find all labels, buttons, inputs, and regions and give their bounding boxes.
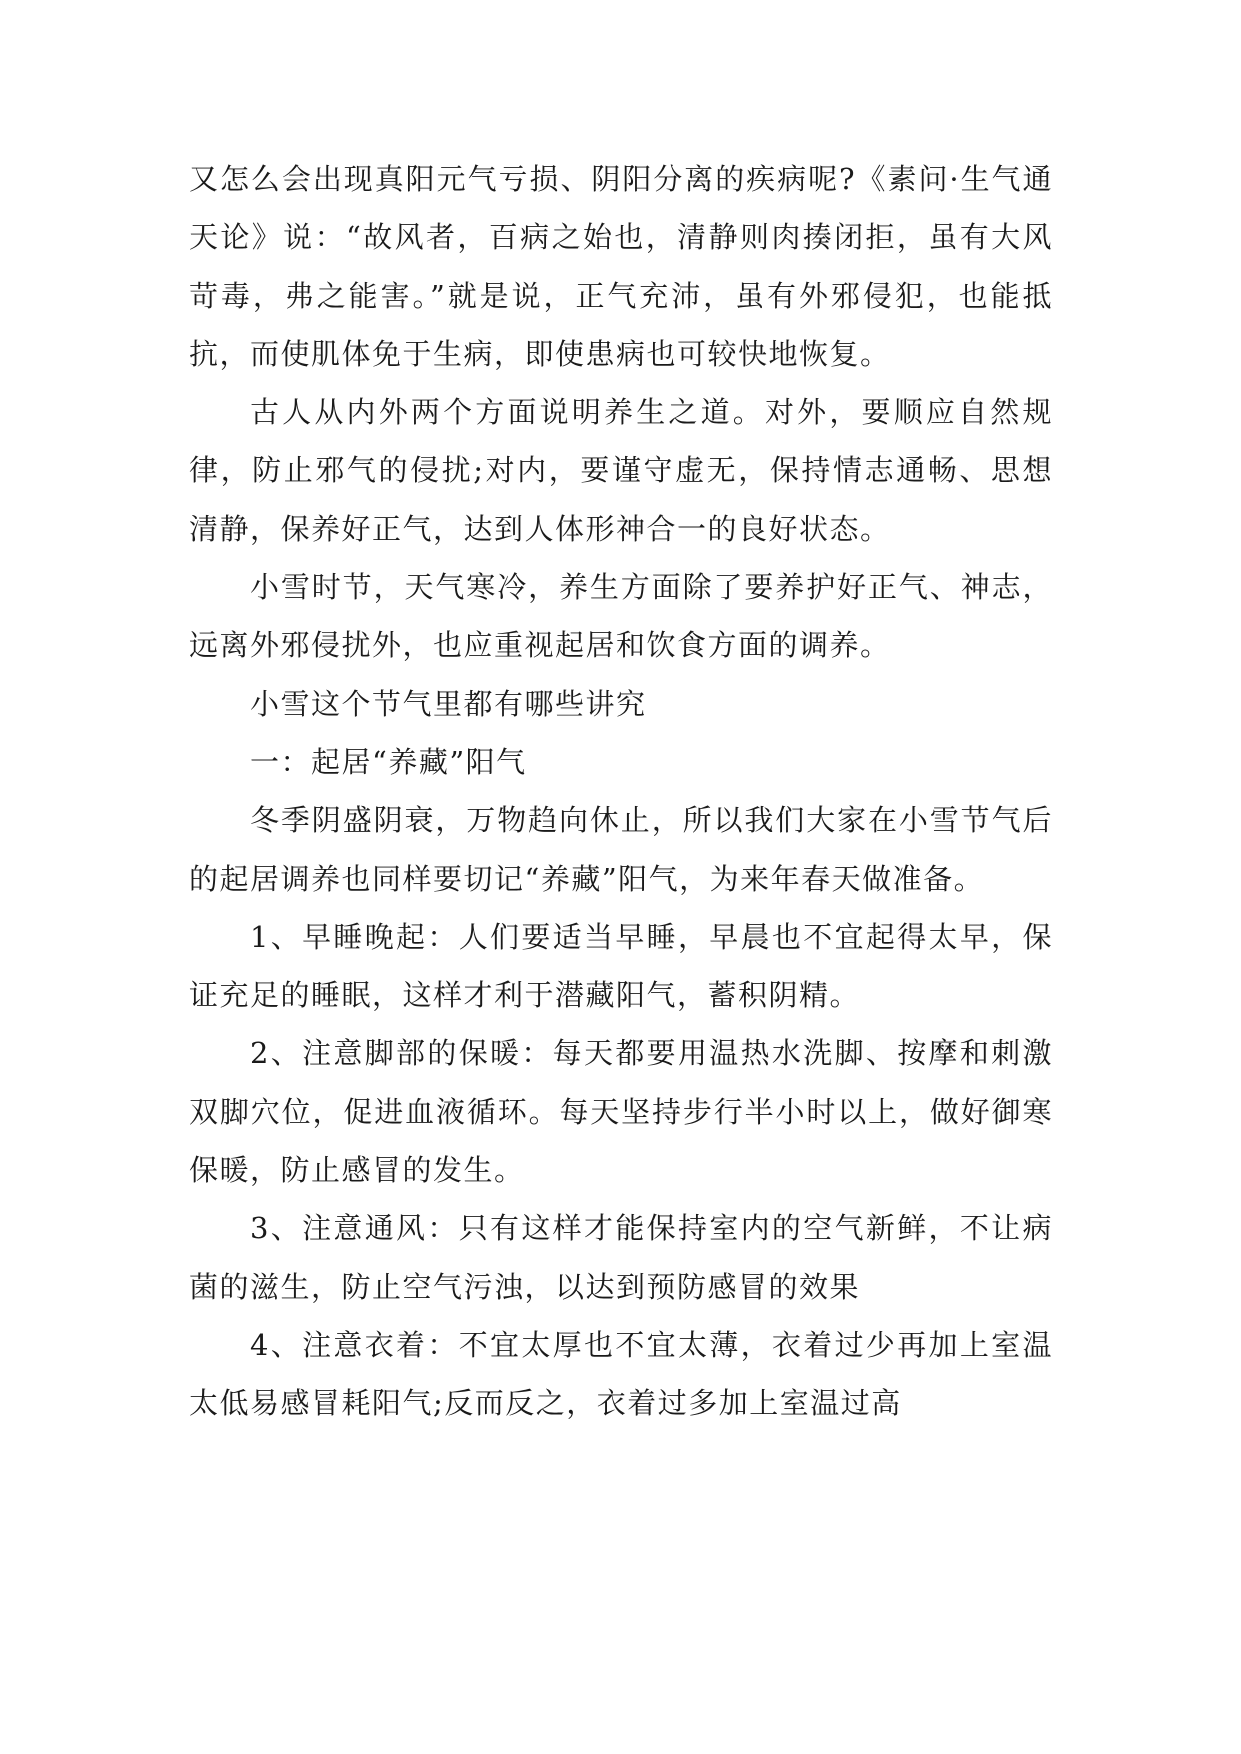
paragraph-3: 小雪时节，天气寒冷，养生方面除了要养护好正气、神志，远离外邪侵扰外，也应重视起居和饮食方面的调养。 xyxy=(189,570,1053,663)
section-heading-1: 一：起居“养藏”阳气 xyxy=(250,744,527,779)
list-item-2: 2、注意脚部的保暖：每天都要用温热水洗脚、按摩和刺激双脚穴位，促进血液循环。每天坚持步行半小时以上，做好御寒保暖，防止感冒的发生。 xyxy=(189,1036,1053,1188)
section-question: 小雪这个节气里都有哪些讲究 xyxy=(250,686,647,721)
paragraph-4: 冬季阴盛阴衰，万物趋向休止，所以我们大家在小雪节气后的起居调养也同样要切记“养藏”阳气，为来年春天做准备。 xyxy=(189,803,1053,896)
list-item-3: 3、注意通风：只有这样才能保持室内的空气新鲜，不让病菌的滋生，防止空气污浊，以达到预防感冒的效果 xyxy=(189,1211,1053,1304)
paragraph-1: 又怎么会出现真阳元气亏损、阴阳分离的疾病呢?《素问·生气通天论》说：“故风者，百病之始也，清静则肉揍闭拒，虽有大风苛毒，弗之能害。”就是说，正气充沛，虽有外邪侵犯，也能抵抗，而使肌体免于生病，即使患病也可较快地恢复。 xyxy=(189,162,1053,371)
list-item-1: 1、早睡晚起：人们要适当早睡，早晨也不宜起得太早，保证充足的睡眠，这样才利于潜藏阳气，蓄积阴精。 xyxy=(189,919,1053,1013)
list-item-4: 4、注意衣着：不宜太厚也不宜太薄，衣着过少再加上室温太低易感冒耗阳气;反而反之，衣着过多加上室温过高 xyxy=(189,1327,1053,1421)
document-body xyxy=(189,150,1053,1433)
paragraph-2: 古人从内外两个方面说明养生之道。对外，要顺应自然规律，防止邪气的侵扰;对内，要谨守虚无，保持情志通畅、思想清静，保养好正气，达到人体形神合一的良好状态。 xyxy=(189,395,1053,546)
